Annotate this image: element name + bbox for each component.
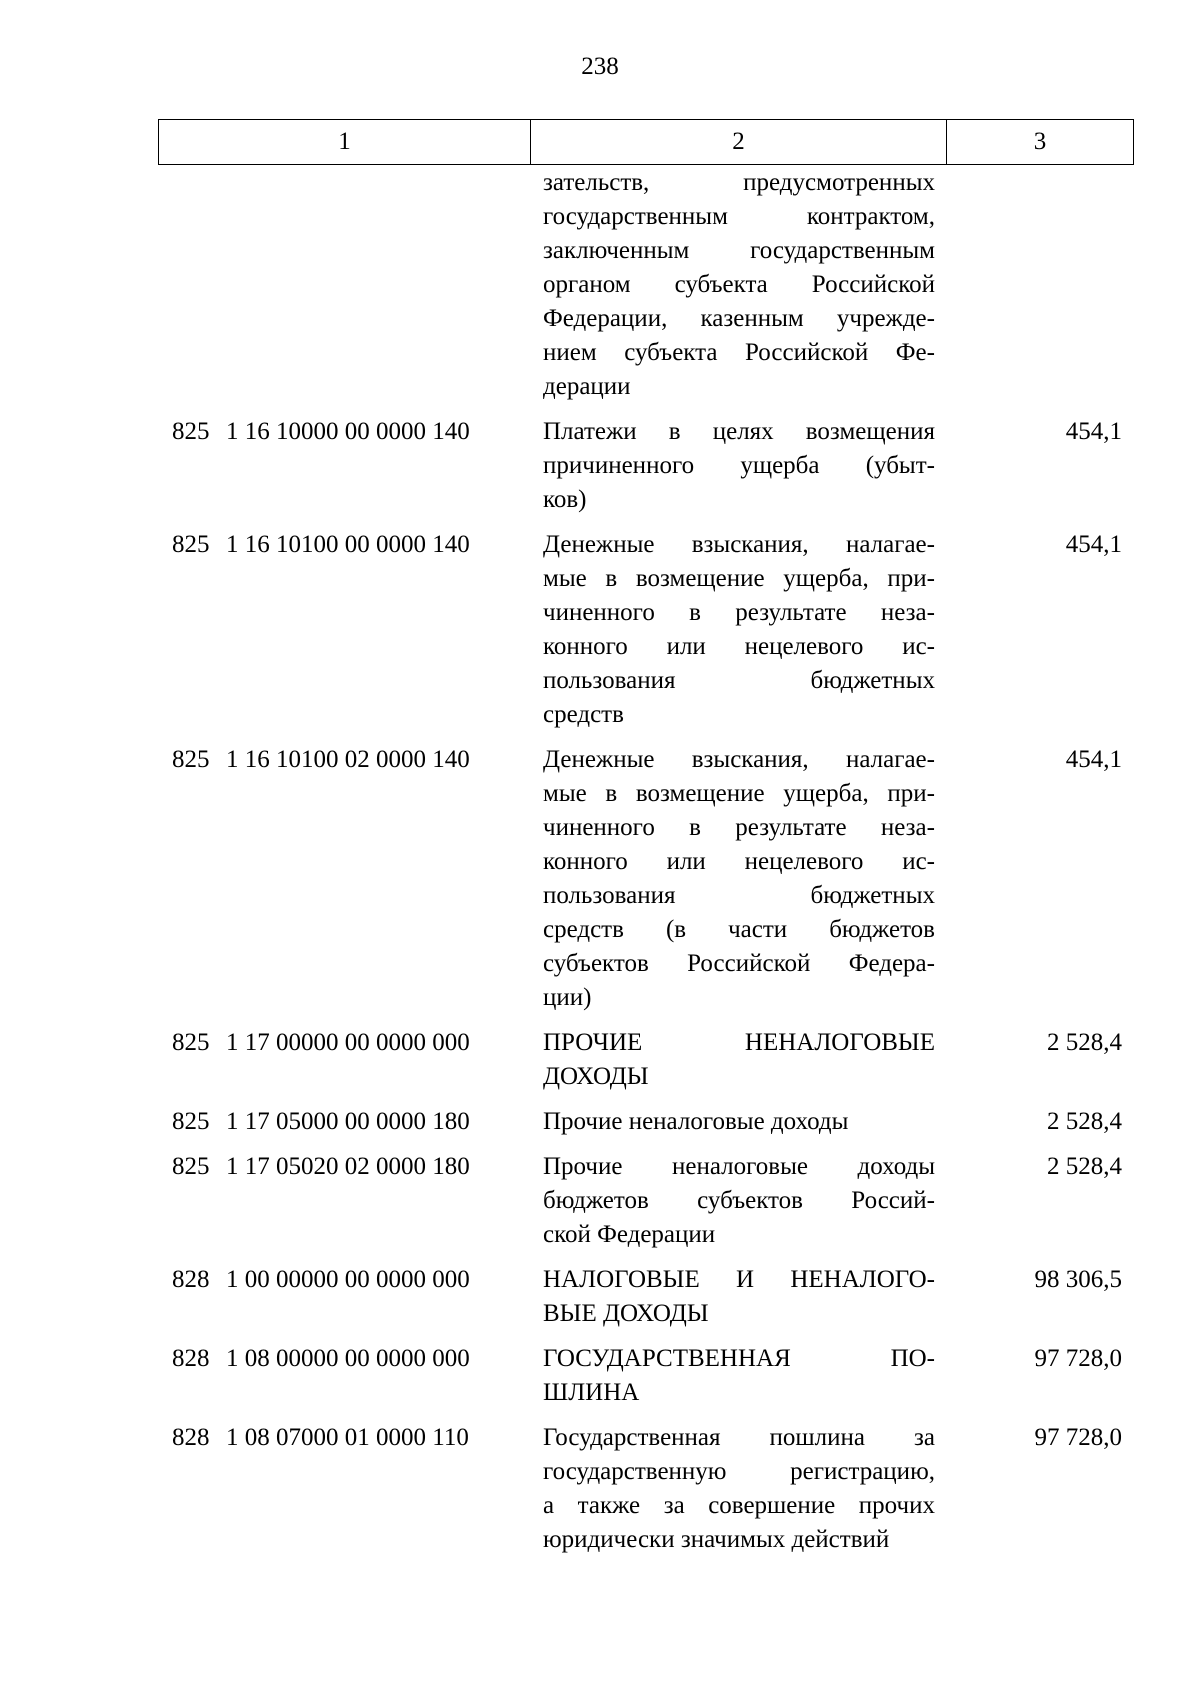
table-header [158, 119, 1134, 165]
admin-code-cell: 828 [172, 1424, 210, 1451]
table-row [158, 1150, 1134, 1252]
admin-code-cell: 825 [172, 531, 210, 558]
item-name-line: ПРОЧИЕ НЕНАЛОГОВЫЕ [543, 1029, 935, 1056]
item-name-line: Денежные взыскания, налагае- [543, 746, 935, 773]
page-number: 238 [581, 53, 619, 80]
item-name-line: юридически значимых действий [543, 1526, 890, 1553]
item-name-line: государственным контрактом, [543, 203, 935, 230]
item-name-cell [530, 415, 946, 517]
continuation-row [158, 166, 1134, 404]
item-name-line: пользования бюджетных [543, 882, 935, 909]
item-name-line: заключенным государственным [543, 237, 935, 264]
budget-code-cell: 1 16 10100 00 0000 140 [226, 531, 470, 558]
item-name-line: конного или нецелевого ис- [543, 633, 935, 660]
item-name-cell [530, 166, 946, 404]
budget-code-cell: 1 17 05000 00 0000 180 [226, 1108, 470, 1135]
item-name-cell [530, 1026, 946, 1094]
item-name-line: ции) [543, 984, 592, 1011]
amount-cell: 97 728,0 [1034, 1424, 1122, 1451]
item-name-line: нием субъекта Российской Фе- [543, 339, 935, 366]
budget-code-cell: 1 16 10100 02 0000 140 [226, 746, 470, 773]
item-name-line: государственную регистрацию, [543, 1458, 935, 1485]
item-name-cell [530, 743, 946, 1015]
item-name-cell [530, 1105, 946, 1139]
budget-code-cell: 1 08 00000 00 0000 000 [226, 1345, 470, 1372]
table-row [158, 743, 1134, 1015]
item-name-line: ВЫЕ ДОХОДЫ [543, 1300, 709, 1327]
table-row [158, 1263, 1134, 1331]
table-header-col-2: 2 [531, 120, 947, 164]
item-name-line: зательств, предусмотренных [543, 169, 935, 196]
item-name-line: конного или нецелевого ис- [543, 848, 935, 875]
item-name-line: ков) [543, 486, 587, 513]
budget-code-cell: 1 17 05020 02 0000 180 [226, 1153, 470, 1180]
item-name-line: Федерации, казенным учрежде- [543, 305, 935, 332]
table-header-col-3: 3 [1033, 128, 1047, 155]
admin-code-cell: 825 [172, 746, 210, 773]
item-name-line: НАЛОГОВЫЕ И НЕНАЛОГО- [543, 1266, 935, 1293]
item-name-line: пользования бюджетных [543, 667, 935, 694]
item-name-line: чиненного в результате неза- [543, 814, 935, 841]
table-row [158, 1342, 1134, 1410]
admin-code-cell: 825 [172, 1153, 210, 1180]
item-name-line: причиненного ущерба (убыт- [543, 452, 935, 479]
item-name-cell [530, 1263, 946, 1331]
amount-cell: 454,1 [1065, 746, 1122, 773]
table-row [158, 1421, 1134, 1557]
item-name-line: Государственная пошлина за [543, 1424, 935, 1451]
admin-code-cell: 825 [172, 1029, 210, 1056]
item-name-line: а также за совершение прочих [543, 1492, 935, 1519]
item-name-line: субъектов Российской Федера- [543, 950, 935, 977]
table-row [158, 1026, 1134, 1094]
amount-cell: 454,1 [1065, 418, 1122, 445]
item-name-line: средств [543, 701, 624, 728]
table-row [158, 528, 1134, 732]
budget-code-cell: 1 17 00000 00 0000 000 [226, 1029, 470, 1056]
admin-code-cell: 828 [172, 1345, 210, 1372]
item-name-cell [530, 1150, 946, 1252]
amount-cell: 454,1 [1065, 531, 1122, 558]
item-name-cell [530, 1421, 946, 1557]
item-name-cell [530, 528, 946, 732]
admin-code-cell: 828 [172, 1266, 210, 1293]
item-name-line: ШЛИНА [543, 1379, 640, 1406]
amount-cell: 2 528,4 [1047, 1029, 1122, 1056]
item-name-line: ГОСУДАРСТВЕННАЯ ПО- [543, 1345, 935, 1372]
item-name-line: мые в возмещение ущерба, при- [543, 565, 935, 592]
amount-cell: 98 306,5 [1034, 1266, 1122, 1293]
item-name-line: ской Федерации [543, 1221, 716, 1248]
item-name-line: средств (в части бюджетов [543, 916, 935, 943]
table-body [158, 166, 1134, 1557]
table-row [158, 1105, 1134, 1139]
item-name-line: Платежи в целях возмещения [543, 418, 935, 445]
item-name-line: ДОХОДЫ [543, 1063, 649, 1090]
item-name-line: Прочие неналоговые доходы [543, 1153, 935, 1180]
item-name-line: мые в возмещение ущерба, при- [543, 780, 935, 807]
budget-code-cell: 1 08 07000 01 0000 110 [226, 1424, 469, 1451]
admin-code-cell: 825 [172, 1108, 210, 1135]
admin-code-cell: 825 [172, 418, 210, 445]
table-row [158, 415, 1134, 517]
item-name-line: бюджетов субъектов Россий- [543, 1187, 935, 1214]
amount-cell: 2 528,4 [1047, 1153, 1122, 1180]
budget-code-cell: 1 00 00000 00 0000 000 [226, 1266, 470, 1293]
item-name-line: чиненного в результате неза- [543, 599, 935, 626]
budget-code-cell: 1 16 10000 00 0000 140 [226, 418, 470, 445]
item-name-line: Денежные взыскания, налагае- [543, 531, 935, 558]
table-header-col-1: 1 [159, 120, 531, 164]
amount-cell: 2 528,4 [1047, 1108, 1122, 1135]
item-name-line: дерации [543, 373, 631, 400]
item-name-line: органом субъекта Российской [543, 271, 935, 298]
item-name-cell [530, 1342, 946, 1410]
amount-cell: 97 728,0 [1034, 1345, 1122, 1372]
item-name-line: Прочие неналоговые доходы [543, 1108, 849, 1135]
